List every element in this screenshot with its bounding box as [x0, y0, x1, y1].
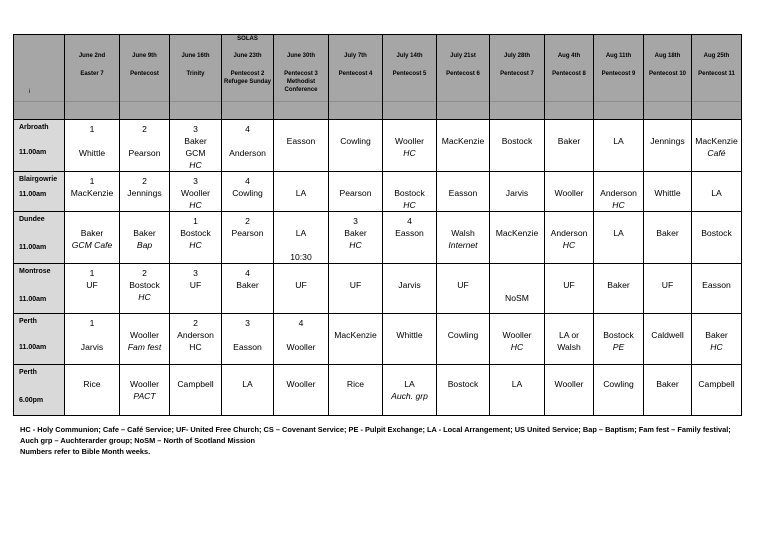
column-sunday: Pentecost 4: [338, 71, 373, 77]
service-time: 6.00pm: [19, 397, 44, 404]
church-row: [14, 212, 742, 264]
schedule-cell: [692, 264, 742, 314]
legend-abbreviations: HC - Holy Communion; Cafe – Café Service; UF- United Free Church; CS – Covenant Service; PE - Pulpit Exchange; LA - Local Arrangement; US United Service; Bap – Baptism; Fam fest – Family festival; Auch grp – Auchterarder group; NoSM – North of Scotland Mission: [20, 425, 731, 445]
preacher-name: Anderson: [229, 148, 266, 158]
schedule-cell: [329, 212, 383, 264]
schedule-cell: [644, 212, 692, 264]
schedule-cell: [594, 264, 644, 314]
column-date: July 28th: [503, 53, 530, 59]
bible-month-week: 4: [245, 176, 250, 186]
schedule-cell: [692, 172, 742, 212]
schedule-cell: [120, 365, 170, 416]
preacher-name: LA: [295, 228, 307, 238]
column-date: July 7th: [344, 53, 367, 59]
preacher-name: Bostock: [701, 228, 732, 238]
preacher-name: UF: [457, 280, 469, 290]
service-note: HC: [189, 160, 202, 170]
column-sunday: Pentecost 11: [698, 71, 735, 77]
column-sunday: Pentecost 2 Refugee Sunday: [223, 71, 271, 85]
schedule-cell: [594, 120, 644, 172]
schedule-cell: [437, 212, 490, 264]
schedule-cell: [383, 314, 437, 365]
church-row: [14, 172, 742, 212]
service-time: 11.00am: [19, 244, 47, 251]
column-date: July 14th: [396, 53, 423, 59]
column-header: [329, 35, 383, 120]
bible-month-week: 1: [89, 124, 95, 134]
preacher-name: Whittle: [78, 148, 106, 158]
schedule-cell: [274, 365, 329, 416]
legend-numbers-note: Numbers refer to Bible Month weeks.: [20, 447, 151, 456]
schedule-cell: [545, 172, 594, 212]
preacher-name: LA or: [558, 330, 580, 340]
schedule-cell: [329, 172, 383, 212]
bible-month-week: 4: [245, 124, 250, 134]
schedule-cell: [692, 365, 742, 416]
schedule-cell: [65, 172, 120, 212]
preacher-name: Wooller: [286, 342, 316, 352]
schedule-cell: [490, 172, 545, 212]
church-name: Perth: [19, 369, 37, 376]
preacher-name: Easson: [702, 280, 731, 290]
preacher-name: Baker: [184, 136, 207, 146]
preacher-name: Baker: [557, 136, 581, 146]
column-sunday: Pentecost 9: [601, 71, 636, 77]
schedule-cell: [594, 314, 644, 365]
schedule-cell: [692, 314, 742, 365]
row-header: [14, 212, 65, 264]
preacher-name: Jarvis: [505, 188, 529, 198]
column-header: [692, 35, 742, 120]
schedule-cell: [437, 365, 490, 416]
preacher-name: Bostock: [603, 330, 634, 340]
preacher-name: Baker: [656, 228, 679, 238]
schedule-cell: [644, 264, 692, 314]
schedule-cell: [274, 314, 329, 365]
schedule-cell: [170, 172, 222, 212]
service-note: Café: [707, 148, 726, 158]
church-name: Dundee: [19, 216, 45, 223]
schedule-cell: [65, 365, 120, 416]
schedule-cell: [222, 172, 274, 212]
row-header: [14, 314, 65, 365]
preacher-name: MacKenzie: [334, 330, 377, 340]
column-date: June 9th: [132, 53, 157, 59]
preacher-name: UF: [349, 280, 362, 290]
preacher-name-line2: GCM: [185, 148, 206, 158]
schedule-cell: [383, 212, 437, 264]
column-header: [437, 35, 490, 120]
preacher-name: Easson: [395, 228, 424, 238]
schedule-cell: [437, 264, 490, 314]
preacher-name: Wooller: [554, 188, 584, 198]
preacher-name: Jennings: [650, 136, 685, 146]
preacher-name: Cowling: [603, 379, 634, 389]
church-row: [14, 264, 742, 314]
schedule-cell: [222, 365, 274, 416]
service-note: HC: [403, 148, 416, 158]
preacher-name: LA: [242, 379, 253, 389]
column-header: [490, 35, 545, 120]
legend: [20, 424, 750, 457]
preacher-name: LA: [613, 228, 624, 238]
schedule-cell: [692, 120, 742, 172]
schedule-cell: [274, 120, 329, 172]
column-sunday: Pentecost 8: [552, 71, 586, 77]
row-header: [14, 264, 65, 314]
column-header: [644, 35, 692, 120]
preacher-name: Jennings: [127, 188, 162, 198]
column-date: June 16th: [181, 53, 210, 59]
column-sunday: Pentecost 5: [392, 71, 427, 77]
preacher-name: Anderson: [600, 188, 637, 198]
preacher-name: Whittle: [396, 330, 423, 340]
schedule-cell: [692, 212, 742, 264]
column-header: [545, 35, 594, 120]
preacher-name: UF: [86, 280, 98, 290]
schedule-cell: [437, 314, 490, 365]
preacher-name: Bostock: [447, 379, 479, 389]
preacher-name: Cowling: [232, 188, 263, 198]
column-date: June 23th: [233, 53, 262, 59]
schedule-cell: [222, 212, 274, 264]
schedule-cell: [329, 314, 383, 365]
row-header: [14, 365, 65, 416]
church-name: Perth: [19, 318, 37, 325]
schedule-cell: [222, 120, 274, 172]
schedule-cell: [120, 120, 170, 172]
preacher-name: UF: [661, 280, 674, 290]
bible-month-week: 2: [142, 268, 147, 278]
preacher-name: Walsh: [451, 228, 475, 238]
column-header: [65, 35, 120, 120]
preacher-name: Whittle: [654, 188, 681, 198]
preacher-name: Baker: [607, 280, 630, 290]
service-note: GCM Cafe: [71, 240, 113, 250]
church-row: [14, 314, 742, 365]
bible-month-week: 3: [193, 176, 198, 186]
corner-header: [14, 35, 65, 120]
schedule-cell: [170, 264, 222, 314]
schedule-cell: [383, 172, 437, 212]
preacher-name: Caldwell: [651, 330, 684, 340]
schedule-cell: [65, 264, 120, 314]
preacher-name: NoSM: [505, 293, 529, 303]
column-sunday: Pentecost: [130, 71, 159, 77]
preacher-name: Rice: [346, 379, 365, 389]
schedule-cell: [644, 365, 692, 416]
preacher-name: UF: [295, 280, 307, 290]
preacher-name: LA: [613, 136, 624, 146]
header-row: [14, 35, 742, 120]
schedule-cell: [120, 314, 170, 365]
preacher-name: Bostock: [394, 188, 425, 198]
preacher-name: Pearson: [231, 228, 264, 238]
schedule-cell: [545, 120, 594, 172]
bible-month-week: 2: [245, 216, 250, 226]
schedule-cell: [65, 120, 120, 172]
preacher-name: Pearson: [339, 188, 372, 198]
preacher-name: Pearson: [128, 148, 161, 158]
schedule-cell: [170, 365, 222, 416]
column-sunday: Trinity: [186, 71, 205, 77]
preacher-name: LA: [711, 188, 722, 198]
schedule-cell: [383, 264, 437, 314]
schedule-cell: [545, 212, 594, 264]
service-time: 11.00am: [19, 344, 47, 351]
schedule-cell: [383, 120, 437, 172]
schedule-cell: [644, 314, 692, 365]
schedule-cell: [545, 264, 594, 314]
preacher-name: Cowling: [447, 330, 479, 340]
church-name: Arbroath: [19, 124, 49, 131]
schedule-cell: [490, 120, 545, 172]
schedule-cell: [437, 172, 490, 212]
column-header: [120, 35, 170, 120]
preacher-name: UF: [189, 280, 202, 290]
preacher-name: MacKenzie: [495, 228, 539, 238]
schedule-cell: [274, 212, 329, 264]
preacher-name: Baker: [133, 228, 156, 238]
preacher-name: Baker: [236, 280, 259, 290]
preacher-name: Baker: [705, 330, 728, 340]
column-date: Aug 4th: [557, 53, 581, 59]
bible-month-week: 4: [407, 216, 412, 226]
schedule-cell: [594, 365, 644, 416]
preacher-name: Wooller: [554, 379, 584, 389]
schedule-cell: [437, 120, 490, 172]
bible-month-week: 1: [89, 268, 95, 278]
column-date: Aug 25th: [703, 53, 730, 59]
preacher-name: Wooller: [395, 136, 424, 146]
schedule-cell: [594, 212, 644, 264]
preacher-name: LA: [295, 188, 307, 198]
preacher-name: Bostock: [129, 280, 160, 290]
column-date: June 30th: [286, 53, 315, 59]
preacher-name: Jarvis: [80, 342, 104, 352]
bible-month-week: 2: [193, 318, 198, 328]
column-sunday: Pentecost 10: [648, 71, 687, 77]
schedule-cell: [490, 314, 545, 365]
service-note: HC: [189, 240, 202, 250]
schedule-cell: [644, 172, 692, 212]
service-note: HC: [189, 200, 202, 210]
schedule-cell: [490, 365, 545, 416]
column-sunday: Pentecost 7: [500, 71, 534, 77]
preacher-name-line2: HC: [189, 342, 202, 352]
preacher-name: MacKenzie: [441, 136, 485, 146]
church-row: [14, 120, 742, 172]
church-name: Montrose: [19, 268, 51, 275]
preacher-name: Jarvis: [398, 280, 421, 290]
service-note: HC: [138, 292, 151, 302]
row-header: [14, 172, 65, 212]
column-date: Aug 18th: [654, 53, 681, 59]
schedule-cell: [329, 264, 383, 314]
row-header: [14, 120, 65, 172]
column-header: [594, 35, 644, 120]
service-note: Auch. grp: [391, 391, 428, 401]
service-note: HC: [403, 200, 416, 210]
service-time: 11.00am: [19, 296, 47, 303]
column-header: [222, 35, 274, 120]
schedule-cell: [383, 365, 437, 416]
column-solas-label: SOLAS: [237, 36, 258, 42]
preacher-name: UF: [563, 280, 575, 290]
schedule-cell: [545, 365, 594, 416]
schedule-cell: [222, 264, 274, 314]
bible-month-week: 3: [193, 268, 198, 278]
preacher-name: Anderson: [550, 228, 588, 238]
preacher-name: Easson: [448, 188, 478, 198]
schedule-cell: [65, 314, 120, 365]
bible-month-week: 3: [353, 216, 358, 226]
schedule-cell: [490, 264, 545, 314]
column-sunday: Easter 7: [80, 71, 104, 77]
column-date: June 2nd: [78, 53, 106, 59]
schedule-cell: [644, 120, 692, 172]
preacher-name: Baker: [656, 379, 679, 389]
schedule-cell: [65, 212, 120, 264]
preacher-name: Bostock: [180, 228, 211, 238]
preacher-name: Campbell: [177, 379, 214, 389]
service-time: 11.00am: [19, 191, 47, 198]
column-header: [383, 35, 437, 120]
service-time-note: 10:30: [290, 252, 312, 262]
preacher-name: Anderson: [177, 330, 214, 340]
preacher-name: Wooller: [286, 379, 316, 389]
service-note: HC: [562, 240, 576, 250]
preacher-name: Baker: [80, 228, 104, 238]
column-sunday: Pentecost 6: [446, 71, 480, 77]
bible-month-week: 1: [193, 216, 198, 226]
service-time: 11.00am: [19, 149, 47, 156]
service-note: PE: [612, 342, 625, 352]
column-header: [274, 35, 329, 120]
bible-month-week: 2: [142, 124, 147, 134]
service-note: Bap: [136, 240, 153, 250]
church-row: [14, 365, 742, 416]
schedule-cell: [120, 264, 170, 314]
service-note: PACT: [133, 391, 156, 401]
bible-month-week: 4: [245, 268, 250, 278]
schedule-cell: [120, 172, 170, 212]
schedule-cell: [170, 212, 222, 264]
preacher-name: Wooller: [181, 188, 210, 198]
column-header: [170, 35, 222, 120]
preacher-name: Wooller: [502, 330, 532, 340]
preacher-name: Wooller: [130, 379, 159, 389]
preacher-name: MacKenzie: [695, 136, 738, 146]
service-note: HC: [349, 240, 362, 250]
column-date: July 21st: [450, 53, 476, 59]
schedule-cell: [545, 314, 594, 365]
preacher-name-line2: Walsh: [557, 342, 581, 352]
service-note: HC: [510, 342, 524, 352]
bible-month-week: 1: [89, 318, 95, 328]
schedule-cell: [120, 212, 170, 264]
bible-month-week: 1: [89, 176, 95, 186]
schedule-cell: [490, 212, 545, 264]
preacher-name: Baker: [344, 228, 367, 238]
service-note: HC: [710, 342, 723, 352]
bible-month-week: 3: [245, 318, 250, 328]
preacher-name: LA: [404, 379, 415, 389]
preacher-name: Easson: [233, 342, 262, 352]
schedule-cell: [594, 172, 644, 212]
preacher-name: Wooller: [130, 330, 159, 340]
corner-label: i: [29, 89, 31, 95]
preacher-name: MacKenzie: [70, 188, 114, 198]
column-sunday: Pentecost 3 Methodist Conference: [284, 71, 318, 93]
column-date: Aug 11th: [605, 53, 632, 59]
schedule-cell: [329, 365, 383, 416]
service-note: Internet: [448, 240, 478, 250]
bible-month-week: 3: [193, 124, 198, 134]
schedule-cell: [274, 172, 329, 212]
church-name: Blairgowrie: [19, 176, 58, 183]
bible-month-week: 4: [298, 318, 304, 328]
preacher-name: Rice: [83, 379, 101, 389]
preacher-name: Campbell: [698, 379, 735, 389]
bible-month-week: 2: [142, 176, 147, 186]
preacher-name: Bostock: [501, 136, 533, 146]
schedule-cell: [274, 264, 329, 314]
service-note: Fam fest: [127, 342, 162, 352]
preacher-name: Easson: [286, 136, 316, 146]
schedule-cell: [329, 120, 383, 172]
preacher-name: Cowling: [340, 136, 371, 146]
schedule-cell: [170, 314, 222, 365]
preacher-name: LA: [511, 379, 523, 389]
schedule-cell: [170, 120, 222, 172]
preaching-schedule-table: [13, 34, 742, 416]
service-note: HC: [612, 200, 625, 210]
schedule-cell: [222, 314, 274, 365]
